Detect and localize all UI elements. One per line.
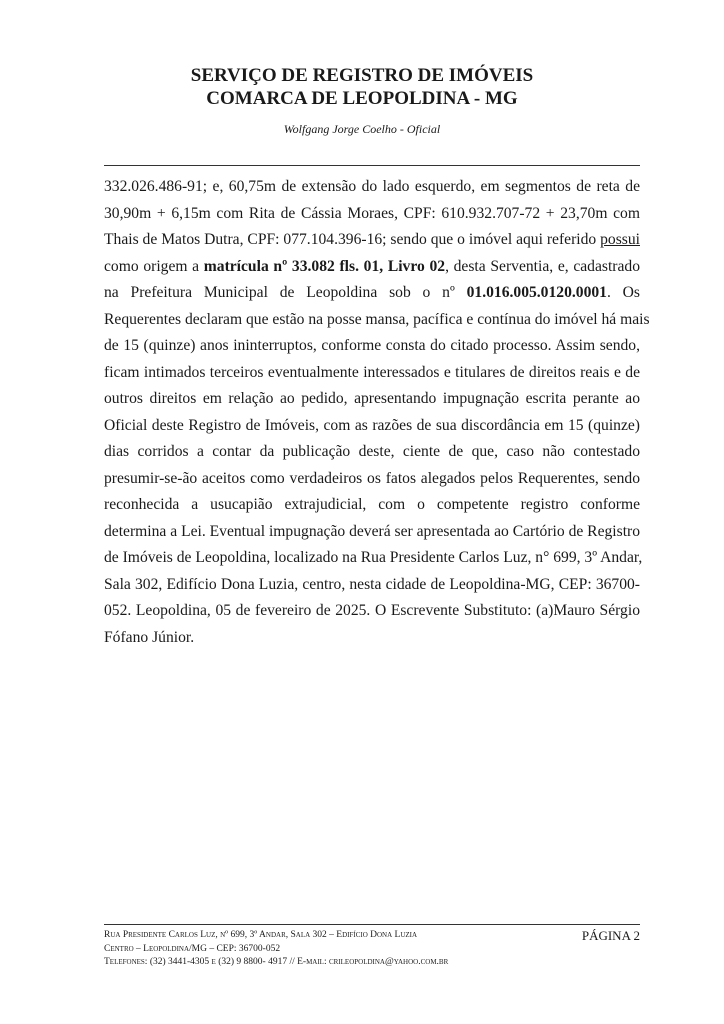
text-segment: Thais de Matos Dutra, CPF: 077.104.396-16; sendo que o imóvel aqui referido <box>104 231 601 248</box>
bold-text: matrícula nº 33.082 fls. 01, Livro 02 <box>203 257 446 275</box>
document-body <box>104 176 650 653</box>
body-line <box>104 574 640 601</box>
body-line <box>104 521 640 548</box>
bold-text: 01.016.005.0120.0001 <box>466 284 607 301</box>
body-line <box>104 256 640 283</box>
text-segment: de 15 (quinze) anos ininterruptos, conforme consta do citado processo. Assim sendo, <box>104 337 640 354</box>
text-segment: 332.026.486-91; e, 60,75m de extensão do lado esquerdo, em segmentos de reta de <box>104 178 640 195</box>
body-line <box>104 203 640 230</box>
body-line <box>104 494 640 521</box>
body-line <box>104 229 640 256</box>
text-segment: na Prefeitura Municipal de Leopoldina sob o nº <box>104 284 467 301</box>
text-segment: Requerentes declaram que estão na posse mansa, pacífica e contínua do imóvel há mais <box>104 310 650 328</box>
text-segment: de Imóveis de Leopoldina, localizado na Rua Presidente Carlos Luz, n° 699, 3º Andar, <box>104 549 643 566</box>
text-segment: dias corridos a contar da publicação deste, ciente de que, caso não contestado <box>104 443 640 460</box>
header-divider <box>104 165 640 166</box>
body-line <box>104 441 640 468</box>
body-line <box>104 282 640 309</box>
text-segment: Oficial deste Registro de Imóveis, com as razões de sua discordância em 15 (quinze) <box>104 416 640 434</box>
text-segment: determina a Lei. Eventual impugnação deverá ser apresentada ao Cartório de Registro <box>104 522 641 540</box>
header-title-line1: SERVIÇO DE REGISTRO DE IMÓVEIS <box>190 65 534 86</box>
text-segment: 30,90m + 6,15m com Rita de Cássia Moraes, CPF: 610.932.707-72 + 23,70m com <box>104 204 640 222</box>
underlined-text: possui <box>600 231 640 248</box>
text-segment: presumir-se-ão aceitos como verdadeiros os fatos alegados pelos Requerentes, sendo <box>104 469 640 487</box>
footer-divider <box>104 924 640 925</box>
text-segment: outros direitos em relação ao pedido, apresentando impugnação escrita perante ao <box>104 390 640 407</box>
body-line <box>104 176 640 203</box>
header-title-line2: COMARCA DE LEOPOLDINA - MG <box>206 88 518 109</box>
body-line <box>104 415 640 442</box>
body-line <box>104 547 643 574</box>
header-subtitle: Wolfgang Jorge Coelho - Oficial <box>283 122 441 136</box>
body-line <box>104 600 640 627</box>
body-line <box>104 627 640 654</box>
text-segment: , desta Serventia, e, cadastrado <box>445 257 640 275</box>
footer-address: Rua Presidente Carlos Luz, nº 699, 3º Andar, Sala 302 – Edifício Dona Luzia <box>104 930 418 940</box>
body-line <box>104 362 640 389</box>
footer-city: Centro – Leopoldina/MG – CEP: 36700-052 <box>104 943 281 954</box>
footer-contact: Telefones: (32) 3441-4305 e (32) 9 8800- 4917 // E-mail: crileopoldina@yahoo.com.br <box>104 957 449 967</box>
body-line <box>104 468 640 495</box>
text-segment: 052. Leopoldina, 05 de fevereiro de 2025. O Escrevente Substituto: (a)Mauro Sérgio <box>104 602 640 619</box>
text-segment: como origem a <box>104 257 204 275</box>
body-line <box>104 309 650 336</box>
text-segment: Sala 302, Edifício Dona Luzia, centro, nesta cidade de Leopoldina-MG, CEP: 36700- <box>104 575 640 593</box>
body-line <box>104 335 640 362</box>
text-segment: ficam intimados terceiros eventualmente interessados e titulares de direitos reais e de <box>104 363 640 381</box>
body-line <box>104 388 640 415</box>
page-number: PÁGINA 2 <box>581 928 640 943</box>
text-segment: Fófano Júnior. <box>104 628 195 646</box>
text-segment: . Os <box>606 284 640 301</box>
text-segment: reconhecida a usucapião extrajudicial, com o competente registro conforme <box>104 496 640 513</box>
